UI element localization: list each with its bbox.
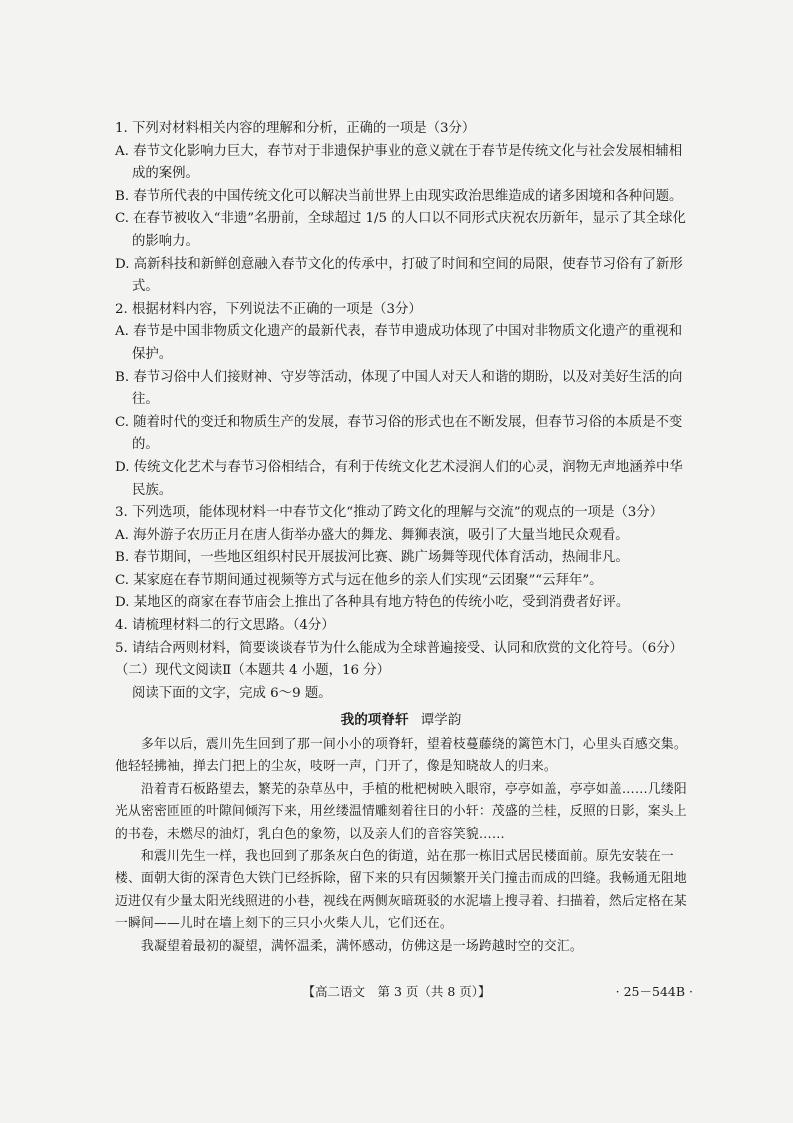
question-1 bbox=[115, 118, 687, 299]
question-stem: 1. 下列对材料相关内容的理解和分析，正确的一项是（3分） bbox=[115, 121, 476, 136]
question-stem: 3. 下列选项，能体现材料一中春节文化“推动了跨文化的理解与交流”的观点的一项是（3分） bbox=[115, 505, 664, 521]
option-c: C. 在春节被收入“非遗”名册前，全球超过 1/5 的人口以不同形式庆祝农历新年，显示了其全球化的影响力。 bbox=[115, 211, 686, 249]
question-3 bbox=[115, 502, 687, 615]
article-paragraph: 和震川先生一样，我也回到了那条灰白色的街道，站在那一栋旧式居民楼面前。原先安装在一楼、面朝大街的深青色大铁门已经拆除，留下来的只有因频繁开关门撞击而成的凹缝。我畅通无阻地迈进仅有少量太阳光线照进的小巷，视线在两侧灰暗斑驳的水泥墙上搜寻着、扫描着，然后定格在某一瞬间——儿时在墙上刻下的三只小火柴人儿，它们还在。 bbox=[115, 849, 687, 932]
option-d: D. 某地区的商家在春节庙会上推出了各种具有地方特色的传统小吃，受到消费者好评。 bbox=[115, 595, 630, 611]
article-paragraph: 我凝望着最初的凝望，满怀温柔，满怀感动，仿佛这是一场跨越时空的交汇。 bbox=[141, 938, 583, 954]
article-title: 我的项脊轩 bbox=[340, 712, 409, 729]
article-paragraph: 沿着青石板路望去，繁芜的杂草丛中，手植的枇杷树映入眼帘，亭亭如盖，亭亭如盖……几缕阳光从密密匝匝的叶隙间倾泻下来，用丝缕温情雕刻着往日的小轩：茂盛的兰桂，反照的日影，案头上的书卷，未燃尽的油灯，乳白色的象笏，以及亲人们的音容笑貌…… bbox=[115, 781, 687, 842]
option-b: B. 春节期间，一些地区组织村民开展拔河比赛、跳广场舞等现代体育活动，热闹非凡。 bbox=[115, 550, 629, 566]
option-b: B. 春节习俗中人们接财神、守岁等活动，体现了中国人对天人和谐的期盼，以及对美好生活的向往。 bbox=[115, 369, 683, 408]
question-stem: 2. 根据材料内容，下列说法不正确的一项是（3分） bbox=[115, 301, 422, 317]
option-a: A. 春节是中国非物质文化遗产的最新代表，春节申遗成功体现了中国对非物质文化遗产的重视和保护。 bbox=[115, 324, 683, 362]
page-content bbox=[115, 118, 687, 958]
option-d: D. 传统文化艺术与春节习俗相结合，有利于传统文化艺术浸润人们的心灵，润物无声地涵养中华民族。 bbox=[115, 459, 683, 498]
article-paragraph: 多年以后，震川先生回到了那一间小小的项脊轩，望着枝蔓藤绕的篱笆木门，心里头百感交集。他轻轻拂袖，掸去门把上的尘灰，吱呀一声，门开了，像是知晓故人的归来。 bbox=[115, 737, 687, 775]
article-title-line bbox=[115, 709, 687, 732]
option-d: D. 高新科技和新鲜创意融入春节文化的传承中，打破了时间和空间的局限，使春节习俗有了新形式。 bbox=[115, 256, 683, 295]
section-heading: （二）现代文阅读Ⅱ（本题共 4 小题，16 分） bbox=[115, 663, 391, 679]
paper-code: · 25－544B · bbox=[615, 984, 693, 999]
section-instruction: 阅读下面的文字，完成 6～9 题。 bbox=[132, 685, 332, 701]
page-label: 【高二语文 第 3 页（共 8 页）】 bbox=[302, 984, 491, 999]
option-a: A. 春节文化影响力巨大，春节对于非遗保护事业的意义就在于春节是传统文化与社会发展相辅相成的案例。 bbox=[115, 143, 683, 182]
option-c: C. 随着时代的变迁和物质生产的发展，春节习俗的形式也在不断发展，但春节习俗的本质是不变的。 bbox=[115, 414, 683, 453]
article-author: 谭学韵 bbox=[420, 712, 462, 729]
question-2 bbox=[115, 299, 687, 502]
page-footer bbox=[0, 982, 793, 1004]
option-c: C. 某家庭在春节期间通过视频等方式与远在他乡的亲人们实现“云团聚”“云拜年”。 bbox=[115, 572, 603, 588]
option-b: B. 春节所代表的中国传统文化可以解决当前世界上由现实政治思维造成的诸多困境和各种问题。 bbox=[115, 188, 683, 204]
option-a: A. 海外游子农历正月在唐人街举办盛大的舞龙、舞狮表演，吸引了大量当地民众观看。 bbox=[115, 527, 629, 543]
question-4: 4. 请梳理材料二的行文思路。（4分） bbox=[115, 618, 335, 634]
question-5: 5. 请结合两则材料，简要谈谈春节为什么能成为全球普遍接受、认同和欣赏的文化符号。（6分） bbox=[115, 640, 683, 656]
